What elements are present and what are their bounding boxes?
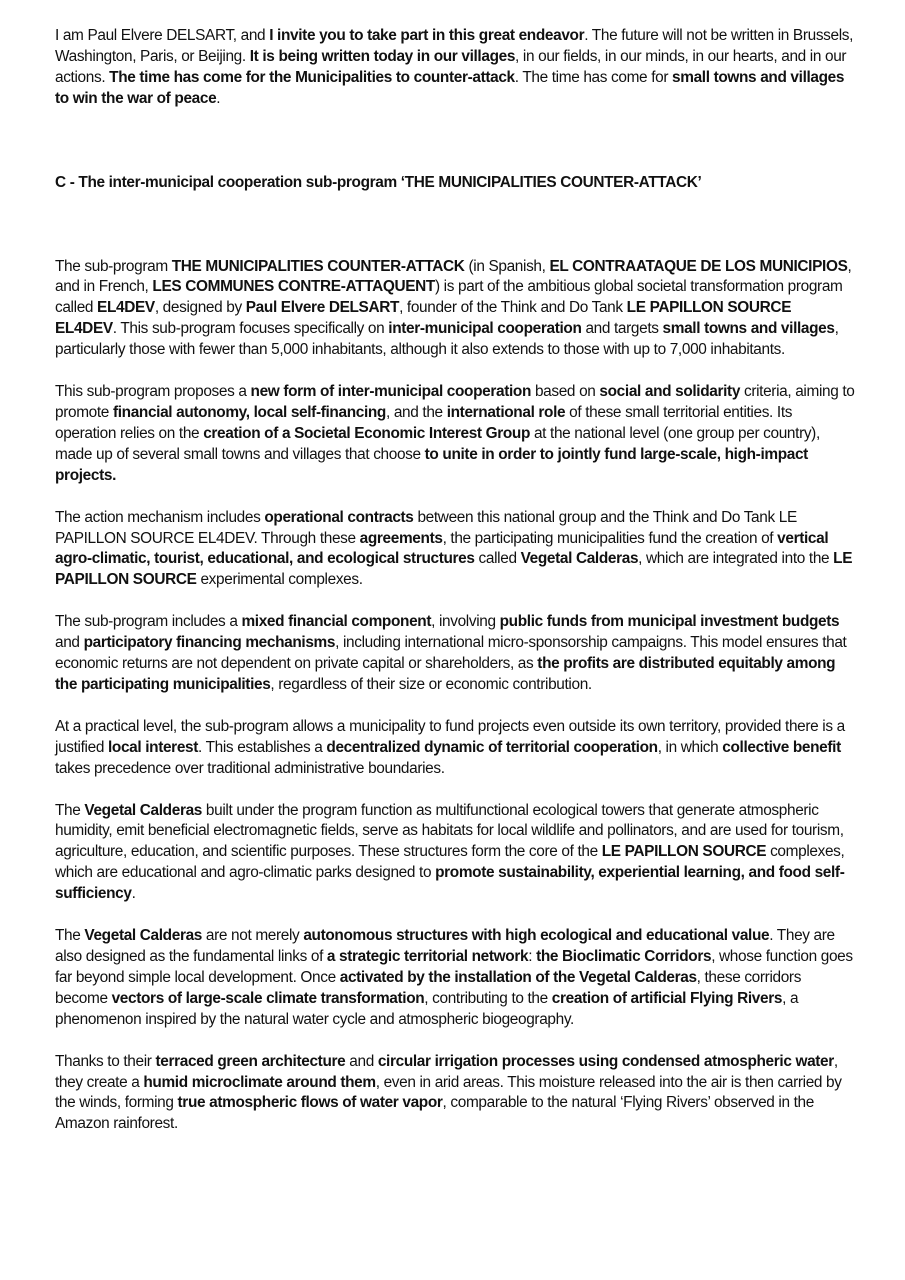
paragraph-action-mechanism — [55, 508, 855, 592]
text-run: (in Spanish, — [464, 257, 550, 275]
bold-text-run: LE PAPILLON SOURCE EL4DEV — [55, 299, 792, 338]
bold-text-run: operational contracts — [264, 508, 414, 526]
spacer — [55, 696, 855, 717]
paragraph-flying-rivers — [55, 1052, 855, 1136]
bold-text-run: Paul Elvere DELSART — [245, 299, 400, 317]
section-heading — [55, 173, 855, 194]
bold-text-run: It is being written today in our villages — [249, 47, 516, 65]
bold-text-run: promote sustainability, experiential learning, and food self-sufficiency — [55, 864, 845, 903]
bold-text-run: participatory financing mechanisms — [83, 634, 336, 652]
bold-text-run: financial autonomy, local self-financing — [112, 403, 386, 421]
bold-text-run: LES COMMUNES CONTRE-ATTAQUENT — [152, 278, 435, 296]
bold-text-run: I invite you to take part in this great endeavor — [269, 27, 585, 44]
text-run: , regardless of their size or economic contribution. — [270, 675, 592, 693]
text-run: . The future will not be written in Brussels, Washington, Paris, or Beijing. — [55, 27, 854, 65]
text-run: I am Paul Elvere DELSART, and — [55, 27, 270, 44]
text-run: , and the — [386, 403, 447, 421]
bold-text-run: vectors of large-scale climate transformation — [111, 989, 425, 1007]
text-run: . — [131, 885, 136, 903]
text-run: , contributing to the — [424, 989, 552, 1007]
bold-text-run: EL CONTRAATAQUE DE LOS MUNICIPIOS — [549, 257, 848, 275]
text-run: , including international micro-sponsorship campaigns. This model ensures that economic returns are not dependent on private capital or shareholders, as — [55, 634, 847, 673]
text-run: are not merely — [202, 927, 304, 945]
paragraph-subprogram-overview — [55, 257, 855, 362]
bold-text-run: the profits are distributed equitably among the participating municipalities — [55, 655, 836, 693]
intro-paragraph — [55, 26, 855, 110]
text-run: , involving — [431, 613, 500, 631]
text-run: , in our fields, in our minds, in our hearts, and in our actions. — [55, 47, 847, 86]
text-run: , comparable to the natural ‘Flying Rivers’ observed in the Amazon rainforest. — [55, 1094, 814, 1133]
text-run: The action mechanism includes — [55, 508, 265, 526]
bold-text-run: social and solidarity — [599, 383, 741, 401]
spacer — [55, 591, 855, 612]
bold-text-run: public funds from municipal investment budgets — [499, 613, 840, 631]
bold-text-run: creation of a Societal Economic Interest Group — [203, 424, 531, 442]
text-run: , which are integrated into the — [638, 550, 834, 568]
bold-text-run: LE PAPILLON SOURCE — [601, 843, 767, 861]
text-run: and targets — [581, 320, 663, 338]
text-run: takes precedence over traditional administrative boundaries. — [55, 759, 445, 777]
text-run: , they create a — [55, 1052, 838, 1091]
bold-text-run: to unite in order to jointly fund large-scale, high-impact projects. — [55, 445, 808, 484]
bold-text-run: creation of artificial Flying Rivers — [551, 989, 783, 1007]
spacer — [55, 487, 855, 508]
paragraph-cooperation-form — [55, 382, 855, 487]
text-run: . The time has come for — [514, 68, 673, 86]
text-run: , founder of the Think and Do Tank — [399, 299, 627, 317]
spacer — [55, 905, 855, 926]
bold-text-run: circular irrigation processes using condensed atmospheric water — [377, 1052, 834, 1070]
bold-text-run: international role — [446, 403, 566, 421]
text-run: criteria, aiming to promote — [55, 383, 855, 421]
text-run: Thanks to their — [55, 1052, 156, 1070]
text-run: , whose function goes far beyond simple local development. Once — [55, 948, 853, 986]
bold-text-run: a strategic territorial network — [326, 948, 529, 965]
bold-text-run: decentralized dynamic of territorial cooperation — [326, 738, 658, 756]
text-run: . — [216, 89, 221, 107]
text-run: , particularly those with fewer than 5,000 inhabitants, although it also extends to those with up to 7,000 inhabitants. — [55, 320, 839, 359]
bold-text-run: the Bioclimatic Corridors — [536, 948, 712, 965]
bold-text-run: terraced green architecture — [155, 1052, 346, 1070]
bold-text-run: Vegetal Calderas — [520, 550, 639, 568]
text-run: , even in arid areas. This moisture released into the air is then carried by the winds, forming — [55, 1073, 842, 1112]
text-run: The sub-program — [55, 257, 172, 275]
text-run: and — [55, 634, 84, 652]
bold-text-run: EL4DEV — [97, 299, 155, 317]
paragraph-bioclimatic-corridors — [55, 926, 855, 1031]
bold-text-run: small towns and villages to win the war of peace — [55, 68, 845, 107]
text-run: , and in French, — [55, 257, 852, 296]
text-run: based on — [531, 383, 600, 401]
text-run: : — [528, 948, 537, 965]
bold-text-run: autonomous structures with high ecological and educational value — [303, 927, 770, 945]
document-page — [55, 26, 855, 1135]
text-run: The sub-program includes a — [55, 613, 242, 631]
text-run: experimental complexes. — [196, 571, 363, 589]
spacer — [55, 1031, 855, 1052]
bold-text-run: vertical agro-climatic, tourist, educational, and ecological structures — [55, 529, 829, 568]
bold-text-run: The time has come for the Municipalities to counter-attack — [109, 68, 515, 86]
spacer — [55, 361, 855, 382]
text-run: of these small territorial entities. Its operation relies on the — [55, 403, 793, 442]
spacer — [55, 780, 855, 801]
text-run: and — [345, 1052, 378, 1070]
text-run: , designed by — [154, 299, 246, 317]
text-run: , these corridors become — [55, 968, 802, 1007]
bold-text-run: local interest — [107, 738, 199, 756]
text-run: ) is part of the ambitious global societal transformation program called — [55, 278, 843, 317]
bold-text-run: new form of inter-municipal cooperation — [250, 383, 532, 401]
text-run: . This establishes a — [198, 738, 327, 756]
bold-text-run: LE PAPILLON SOURCE — [55, 550, 853, 589]
text-run: The — [55, 801, 85, 819]
bold-text-run: true atmospheric flows of water vapor — [177, 1094, 443, 1112]
text-run: complexes, which are educational and agro-climatic parks designed to — [55, 843, 845, 882]
paragraph-financial-component — [55, 612, 855, 696]
bold-text-run: THE MUNICIPALITIES COUNTER-ATTACK — [171, 257, 465, 275]
text-run: , in which — [657, 738, 723, 756]
paragraph-practical-level — [55, 717, 855, 780]
spacer — [55, 194, 855, 257]
text-run: between this national group and the Think and Do Tank LE PAPILLON SOURCE EL4DEV. Through these — [55, 508, 797, 547]
bold-text-run: humid microclimate around them — [143, 1073, 376, 1091]
bold-text-run: small towns and villages — [662, 320, 835, 338]
text-run: , a phenomenon inspired by the natural water cycle and atmospheric biogeography. — [55, 989, 799, 1028]
paragraph-vegetal-calderas — [55, 801, 855, 906]
text-run: The — [55, 927, 85, 945]
text-run: built under the program function as multifunctional ecological towers that generate atmospheric humidity, emit beneficial electromagnetic fields, serve as habitats for local wildlife and pollinators, and are used for tourism, agriculture, education, and scientific purposes. These structures form the core of the — [55, 801, 844, 861]
text-run: At a practical level, the sub-program allows a municipality to fund projects even outside its own territory, provided there is a justified — [55, 717, 845, 756]
text-run: . This sub-program focuses specifically on — [112, 320, 389, 338]
text-run: This sub-program proposes a — [55, 383, 251, 401]
bold-text-run: C - The inter-municipal cooperation sub-program ‘THE MUNICIPALITIES COUNTER-ATTACK’ — [55, 173, 702, 191]
text-run: , the participating municipalities fund the creation of — [442, 529, 778, 547]
text-run: . They are also designed as the fundamental links of — [55, 927, 835, 965]
bold-text-run: Vegetal Calderas — [84, 927, 202, 945]
bold-text-run: Vegetal Calderas — [84, 801, 202, 819]
text-run: at the national level (one group per country), made up of several small towns and villages that choose — [55, 424, 820, 463]
bold-text-run: activated by the installation of the Vegetal Calderas — [339, 968, 697, 986]
bold-text-run: collective benefit — [722, 738, 841, 756]
text-run: called — [474, 550, 521, 568]
bold-text-run: inter-municipal cooperation — [388, 320, 582, 338]
bold-text-run: agreements — [359, 529, 443, 547]
spacer — [55, 110, 855, 173]
bold-text-run: mixed financial component — [241, 613, 432, 631]
